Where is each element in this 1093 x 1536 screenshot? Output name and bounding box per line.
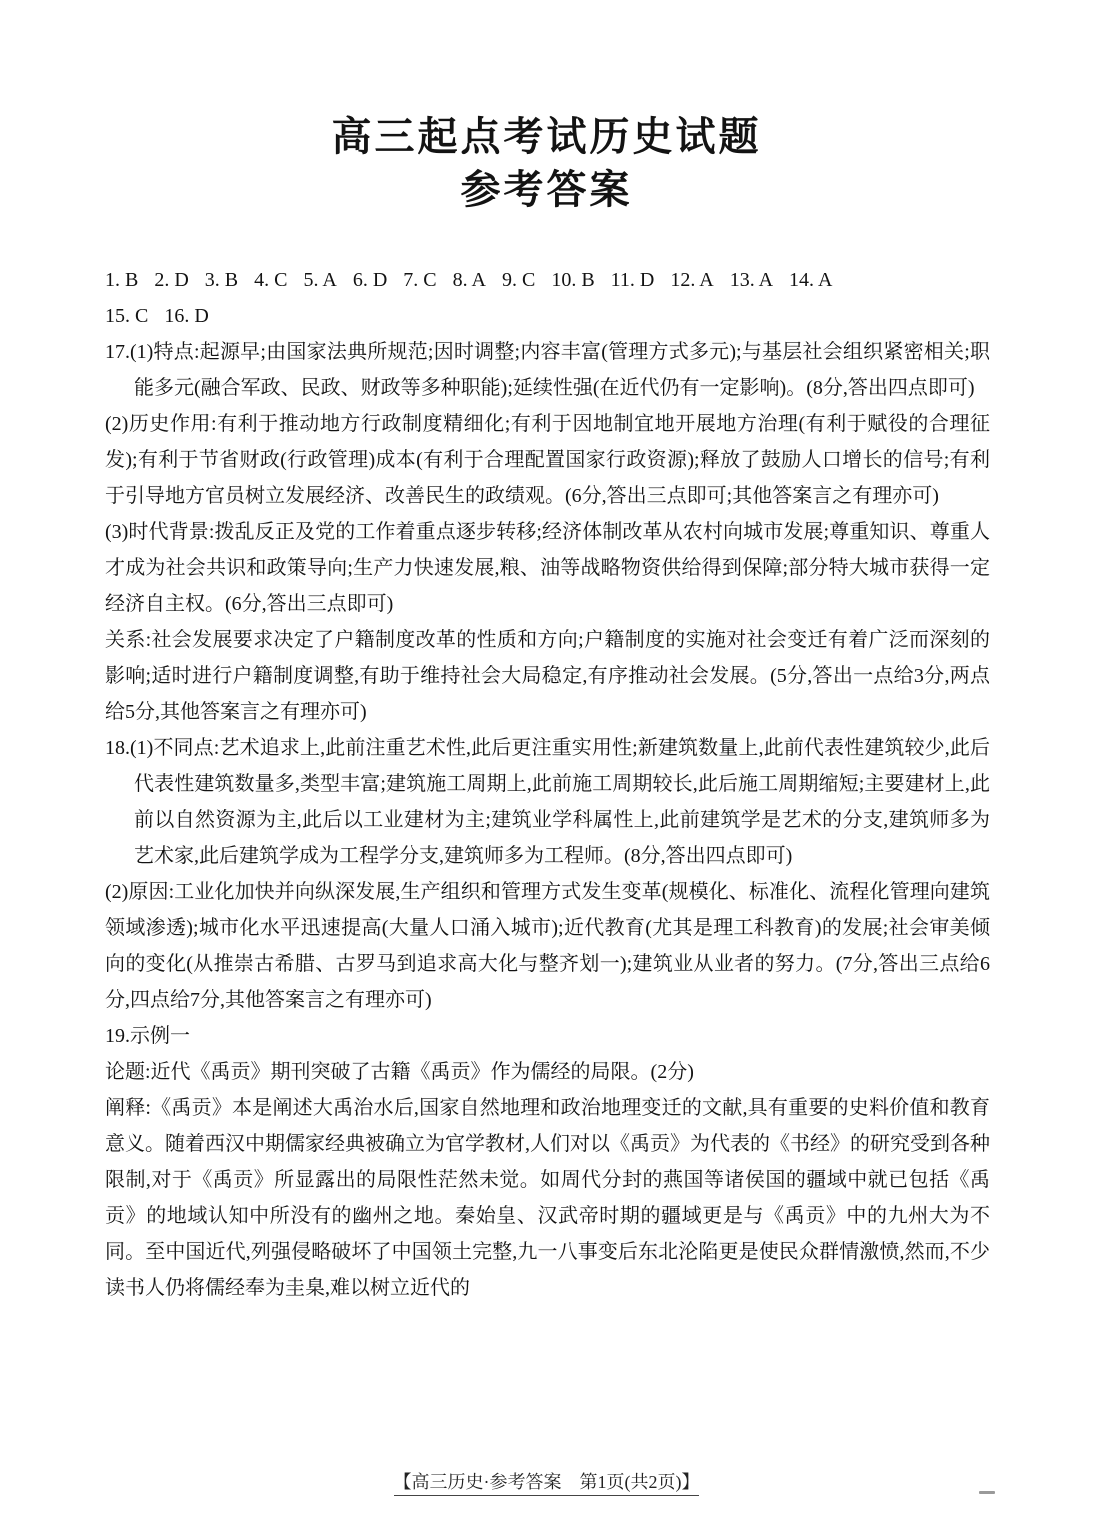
answer-paragraph-17-3-relation: 关系:社会发展要求决定了户籍制度改革的性质和方向;户籍制度的实施对社会变迁有着广泛而深刻的影响;适时进行户籍制度调整,有助于维持社会大局稳定,有序推动社会发展。(5分,答出一点给3分,两点给5分,其他答案言之有理亦可) — [105, 629, 990, 723]
page-title: 高三起点考试历史试题 — [331, 115, 762, 159]
answer-paragraph-17-1: 17.(1)特点:起源早;由国家法典所规范;因时调整;内容丰富(管理方式多元);与基层社会组织紧密相关;职能多元(融合军政、民政、财政等多种职能);延续性强(在近代仍有一定影响)。(8分,答出四点即可) — [105, 341, 990, 399]
choice-answer-6: 6. D — [352, 269, 388, 291]
choice-answer-14: 14. A — [789, 269, 833, 291]
document-header — [0, 112, 1093, 218]
answer-paragraph-18-2: (2)原因:工业化加快并向纵深发展,生产组织和管理方式发生变革(规模化、标准化、流程化管理向建筑领域渗透);城市化水平迅速提高(大量人口涌入城市);近代教育(尤其是理工科教育)的发展;社会审美倾向的变化(从推崇古希腊、古罗马到追求高大化与整齐划一);建筑业从业者的努力。(7分,答出三点给6分,四点给7分,其他答案言之有理亦可) — [105, 881, 990, 1011]
choice-answer-3: 3. B — [204, 269, 239, 291]
choice-answers-line-2 — [105, 298, 990, 334]
answer-paragraph-19-topic: 论题:近代《禹贡》期刊突破了古籍《禹贡》作为儒经的局限。(2分) — [105, 1061, 694, 1083]
choice-answer-9: 9. C — [501, 269, 536, 291]
answer-paragraph-19-head: 19.示例一 — [105, 1025, 190, 1047]
footer-text: 【高三历史·参考答案 第1页(共2页)】 — [394, 1472, 700, 1496]
answer-content — [105, 262, 990, 1306]
choice-answer-12: 12. A — [670, 269, 714, 291]
choice-answer-5: 5. A — [303, 269, 337, 291]
choice-answer-2: 2. D — [154, 269, 189, 291]
page-footer — [0, 1468, 1093, 1494]
choice-answer-16: 16. D — [164, 305, 209, 327]
choice-answer-13: 13. A — [729, 269, 774, 291]
answer-paragraph-17-3: (3)时代背景:拨乱反正及党的工作着重点逐步转移;经济体制改革从农村向城市发展;尊重知识、尊重人才成为社会共识和政策导向;生产力快速发展,粮、油等战略物资供给得到保障;部分特大城市获得一定经济自主权。(6分,答出三点即可) — [105, 521, 990, 615]
answer-paragraph-19-explanation: 阐释:《禹贡》本是阐述大禹治水后,国家自然地理和政治地理变迁的文献,具有重要的史料价值和教育意义。随着西汉中期儒家经典被确立为官学教材,人们对以《禹贡》为代表的《书经》的研究受到各种限制,对于《禹贡》所显露出的局限性茫然未觉。如周代分封的燕国等诸侯国的疆域中就已包括《禹贡》的地域认知中所没有的幽州之地。秦始皇、汉武帝时期的疆域更是与《禹贡》中的九州大为不同。至中国近代,列强侵略破坏了中国领土完整,九一八事变后东北沦陷更是使民众群情激愤,然而,不少读书人仍将儒经奉为圭臬,难以树立近代的 — [105, 1097, 990, 1299]
page-subtitle: 参考答案 — [460, 168, 633, 212]
choice-answer-7: 7. C — [403, 269, 437, 291]
answer-paragraph-18-1: 18.(1)不同点:艺术追求上,此前注重艺术性,此后更注重实用性;新建筑数量上,此前代表性建筑较少,此后代表性建筑数量多,类型丰富;建筑施工周期上,此前施工周期较长,此后施工周期缩短;主要建材上,此前以自然资源为主,此后以工业建材为主;建筑业学科属性上,此前建筑学是艺术的分支,建筑师多为艺术家,此后建筑学成为工程学分支,建筑师多为工程师。(8分,答出四点即可) — [105, 737, 990, 867]
choice-answer-11: 11. D — [610, 269, 655, 291]
choice-answer-10: 10. B — [551, 269, 595, 291]
choice-answer-8: 8. A — [452, 269, 486, 291]
choice-answer-4: 4. C — [254, 269, 288, 291]
scan-artifact-mark — [979, 1491, 995, 1494]
choice-answers-line-1 — [105, 262, 990, 298]
choice-answer-15: 15. C — [105, 305, 149, 327]
choice-answer-1: 1. B — [105, 269, 139, 291]
answer-paragraph-17-2: (2)历史作用:有利于推动地方行政制度精细化;有利于因地制宜地开展地方治理(有利于赋役的合理征发);有利于节省财政(行政管理)成本(有利于合理配置国家行政资源);释放了鼓励人口增长的信号;有利于引导地方官员树立发展经济、改善民生的政绩观。(6分,答出三点即可;其他答案言之有理亦可) — [105, 413, 990, 507]
